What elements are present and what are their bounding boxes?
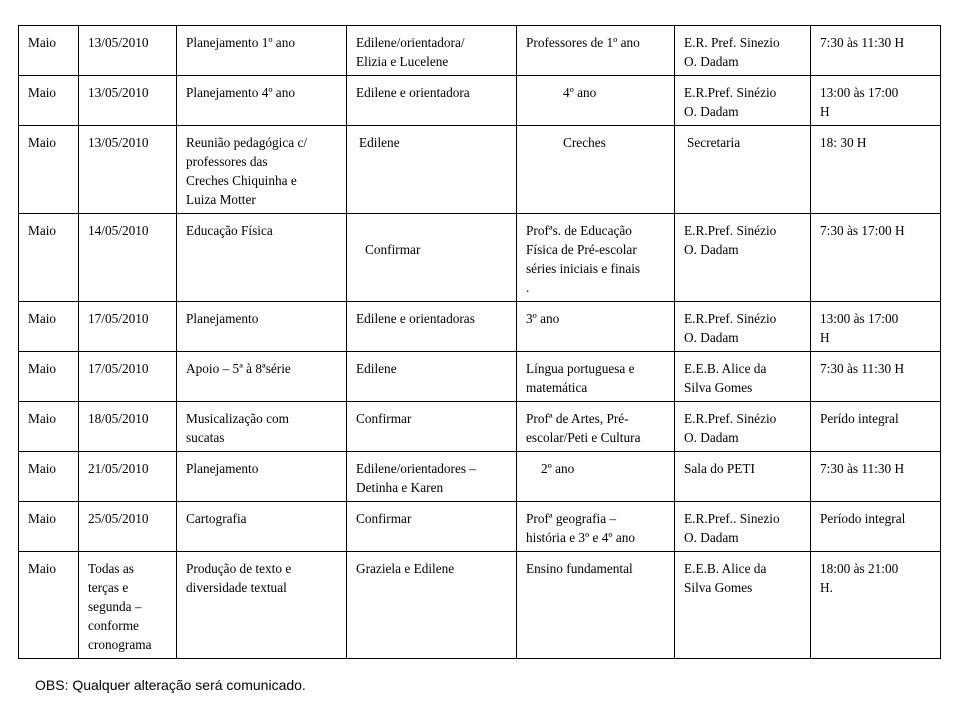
month-cell: Maio	[19, 76, 79, 126]
responsible-cell: Confirmar	[347, 402, 517, 452]
audience-cell: Ensino fundamental	[517, 552, 675, 659]
month-cell: Maio	[19, 126, 79, 214]
location-cell: E.R.Pref. Sinézio O. Dadam	[675, 402, 811, 452]
month-cell: Maio	[19, 552, 79, 659]
audience-cell: Profªs. de Educação Física de Pré-escolar séries iniciais e finais .	[517, 214, 675, 302]
activity-cell: Apoio – 5ª à 8ªsérie	[177, 352, 347, 402]
responsible-cell: Edilene/orientadora/ Elizia e Lucelene	[347, 26, 517, 76]
audience-cell: Professores de 1º ano	[517, 26, 675, 76]
date-cell: 21/05/2010	[79, 452, 177, 502]
location-cell: Secretaria	[675, 126, 811, 214]
schedule-cell: Perído integral	[811, 402, 941, 452]
date-cell: 18/05/2010	[79, 402, 177, 452]
audience-cell: Profª de Artes, Pré- escolar/Peti e Cultura	[517, 402, 675, 452]
schedule-cell: 18: 30 H	[811, 126, 941, 214]
activity-cell: Educação Física	[177, 214, 347, 302]
month-cell: Maio	[19, 452, 79, 502]
responsible-cell: Graziela e Edilene	[347, 552, 517, 659]
responsible-cell: Edilene	[347, 352, 517, 402]
table-row	[19, 552, 941, 659]
activity-cell: Planejamento 4º ano	[177, 76, 347, 126]
date-cell: 13/05/2010	[79, 26, 177, 76]
schedule-table	[18, 25, 941, 659]
responsible-cell: Edilene e orientadora	[347, 76, 517, 126]
audience-cell: 4º ano	[517, 76, 675, 126]
responsible-cell: Edilene	[347, 126, 517, 214]
schedule-cell: 18:00 às 21:00 H.	[811, 552, 941, 659]
responsible-cell: Edilene e orientadoras	[347, 302, 517, 352]
location-cell: E.R.Pref. Sinézio O. Dadam	[675, 76, 811, 126]
location-cell: E.E.B. Alice da Silva Gomes	[675, 352, 811, 402]
table-row	[19, 502, 941, 552]
schedule-cell: 7:30 às 17:00 H	[811, 214, 941, 302]
schedule-cell: 7:30 às 11:30 H	[811, 452, 941, 502]
table-row	[19, 126, 941, 214]
date-cell: 17/05/2010	[79, 302, 177, 352]
month-cell: Maio	[19, 402, 79, 452]
audience-cell: 2º ano	[517, 452, 675, 502]
table-row	[19, 352, 941, 402]
table-row	[19, 302, 941, 352]
table-row	[19, 76, 941, 126]
location-cell: Sala do PETI	[675, 452, 811, 502]
date-cell: 25/05/2010	[79, 502, 177, 552]
date-cell: Todas as terças e segunda – conforme cronograma	[79, 552, 177, 659]
month-cell: Maio	[19, 502, 79, 552]
activity-cell: Cartografia	[177, 502, 347, 552]
date-cell: 13/05/2010	[79, 76, 177, 126]
month-cell: Maio	[19, 352, 79, 402]
audience-cell: 3º ano	[517, 302, 675, 352]
activity-cell: Planejamento	[177, 452, 347, 502]
obs-note: OBS: Qualquer alteração será comunicado.	[35, 677, 306, 693]
location-cell: E.R. Pref. Sinezio O. Dadam	[675, 26, 811, 76]
audience-cell: Creches	[517, 126, 675, 214]
table-row	[19, 452, 941, 502]
month-cell: Maio	[19, 26, 79, 76]
location-cell: E.R.Pref.. Sinezio O. Dadam	[675, 502, 811, 552]
table-row	[19, 26, 941, 76]
month-cell: Maio	[19, 302, 79, 352]
location-cell: E.E.B. Alice da Silva Gomes	[675, 552, 811, 659]
responsible-cell: Confirmar	[347, 214, 517, 302]
month-cell: Maio	[19, 214, 79, 302]
schedule-cell: 13:00 às 17:00 H	[811, 76, 941, 126]
activity-cell: Produção de texto e diversidade textual	[177, 552, 347, 659]
schedule-cell: 7:30 às 11:30 H	[811, 352, 941, 402]
activity-cell: Planejamento	[177, 302, 347, 352]
schedule-cell: 7:30 às 11:30 H	[811, 26, 941, 76]
audience-cell: Profª geografia – história e 3º e 4º ano	[517, 502, 675, 552]
table-row	[19, 402, 941, 452]
responsible-cell: Confirmar	[347, 502, 517, 552]
schedule-cell: Período integral	[811, 502, 941, 552]
schedule-cell: 13:00 às 17:00 H	[811, 302, 941, 352]
location-cell: E.R.Pref. Sinézio O. Dadam	[675, 302, 811, 352]
date-cell: 14/05/2010	[79, 214, 177, 302]
date-cell: 13/05/2010	[79, 126, 177, 214]
audience-cell: Língua portuguesa e matemática	[517, 352, 675, 402]
activity-cell: Planejamento 1º ano	[177, 26, 347, 76]
table-row	[19, 214, 941, 302]
activity-cell: Reunião pedagógica c/ professores das Creches Chiquinha e Luiza Motter	[177, 126, 347, 214]
activity-cell: Musicalização com sucatas	[177, 402, 347, 452]
responsible-cell: Edilene/orientadores – Detinha e Karen	[347, 452, 517, 502]
date-cell: 17/05/2010	[79, 352, 177, 402]
location-cell: E.R.Pref. Sinézio O. Dadam	[675, 214, 811, 302]
